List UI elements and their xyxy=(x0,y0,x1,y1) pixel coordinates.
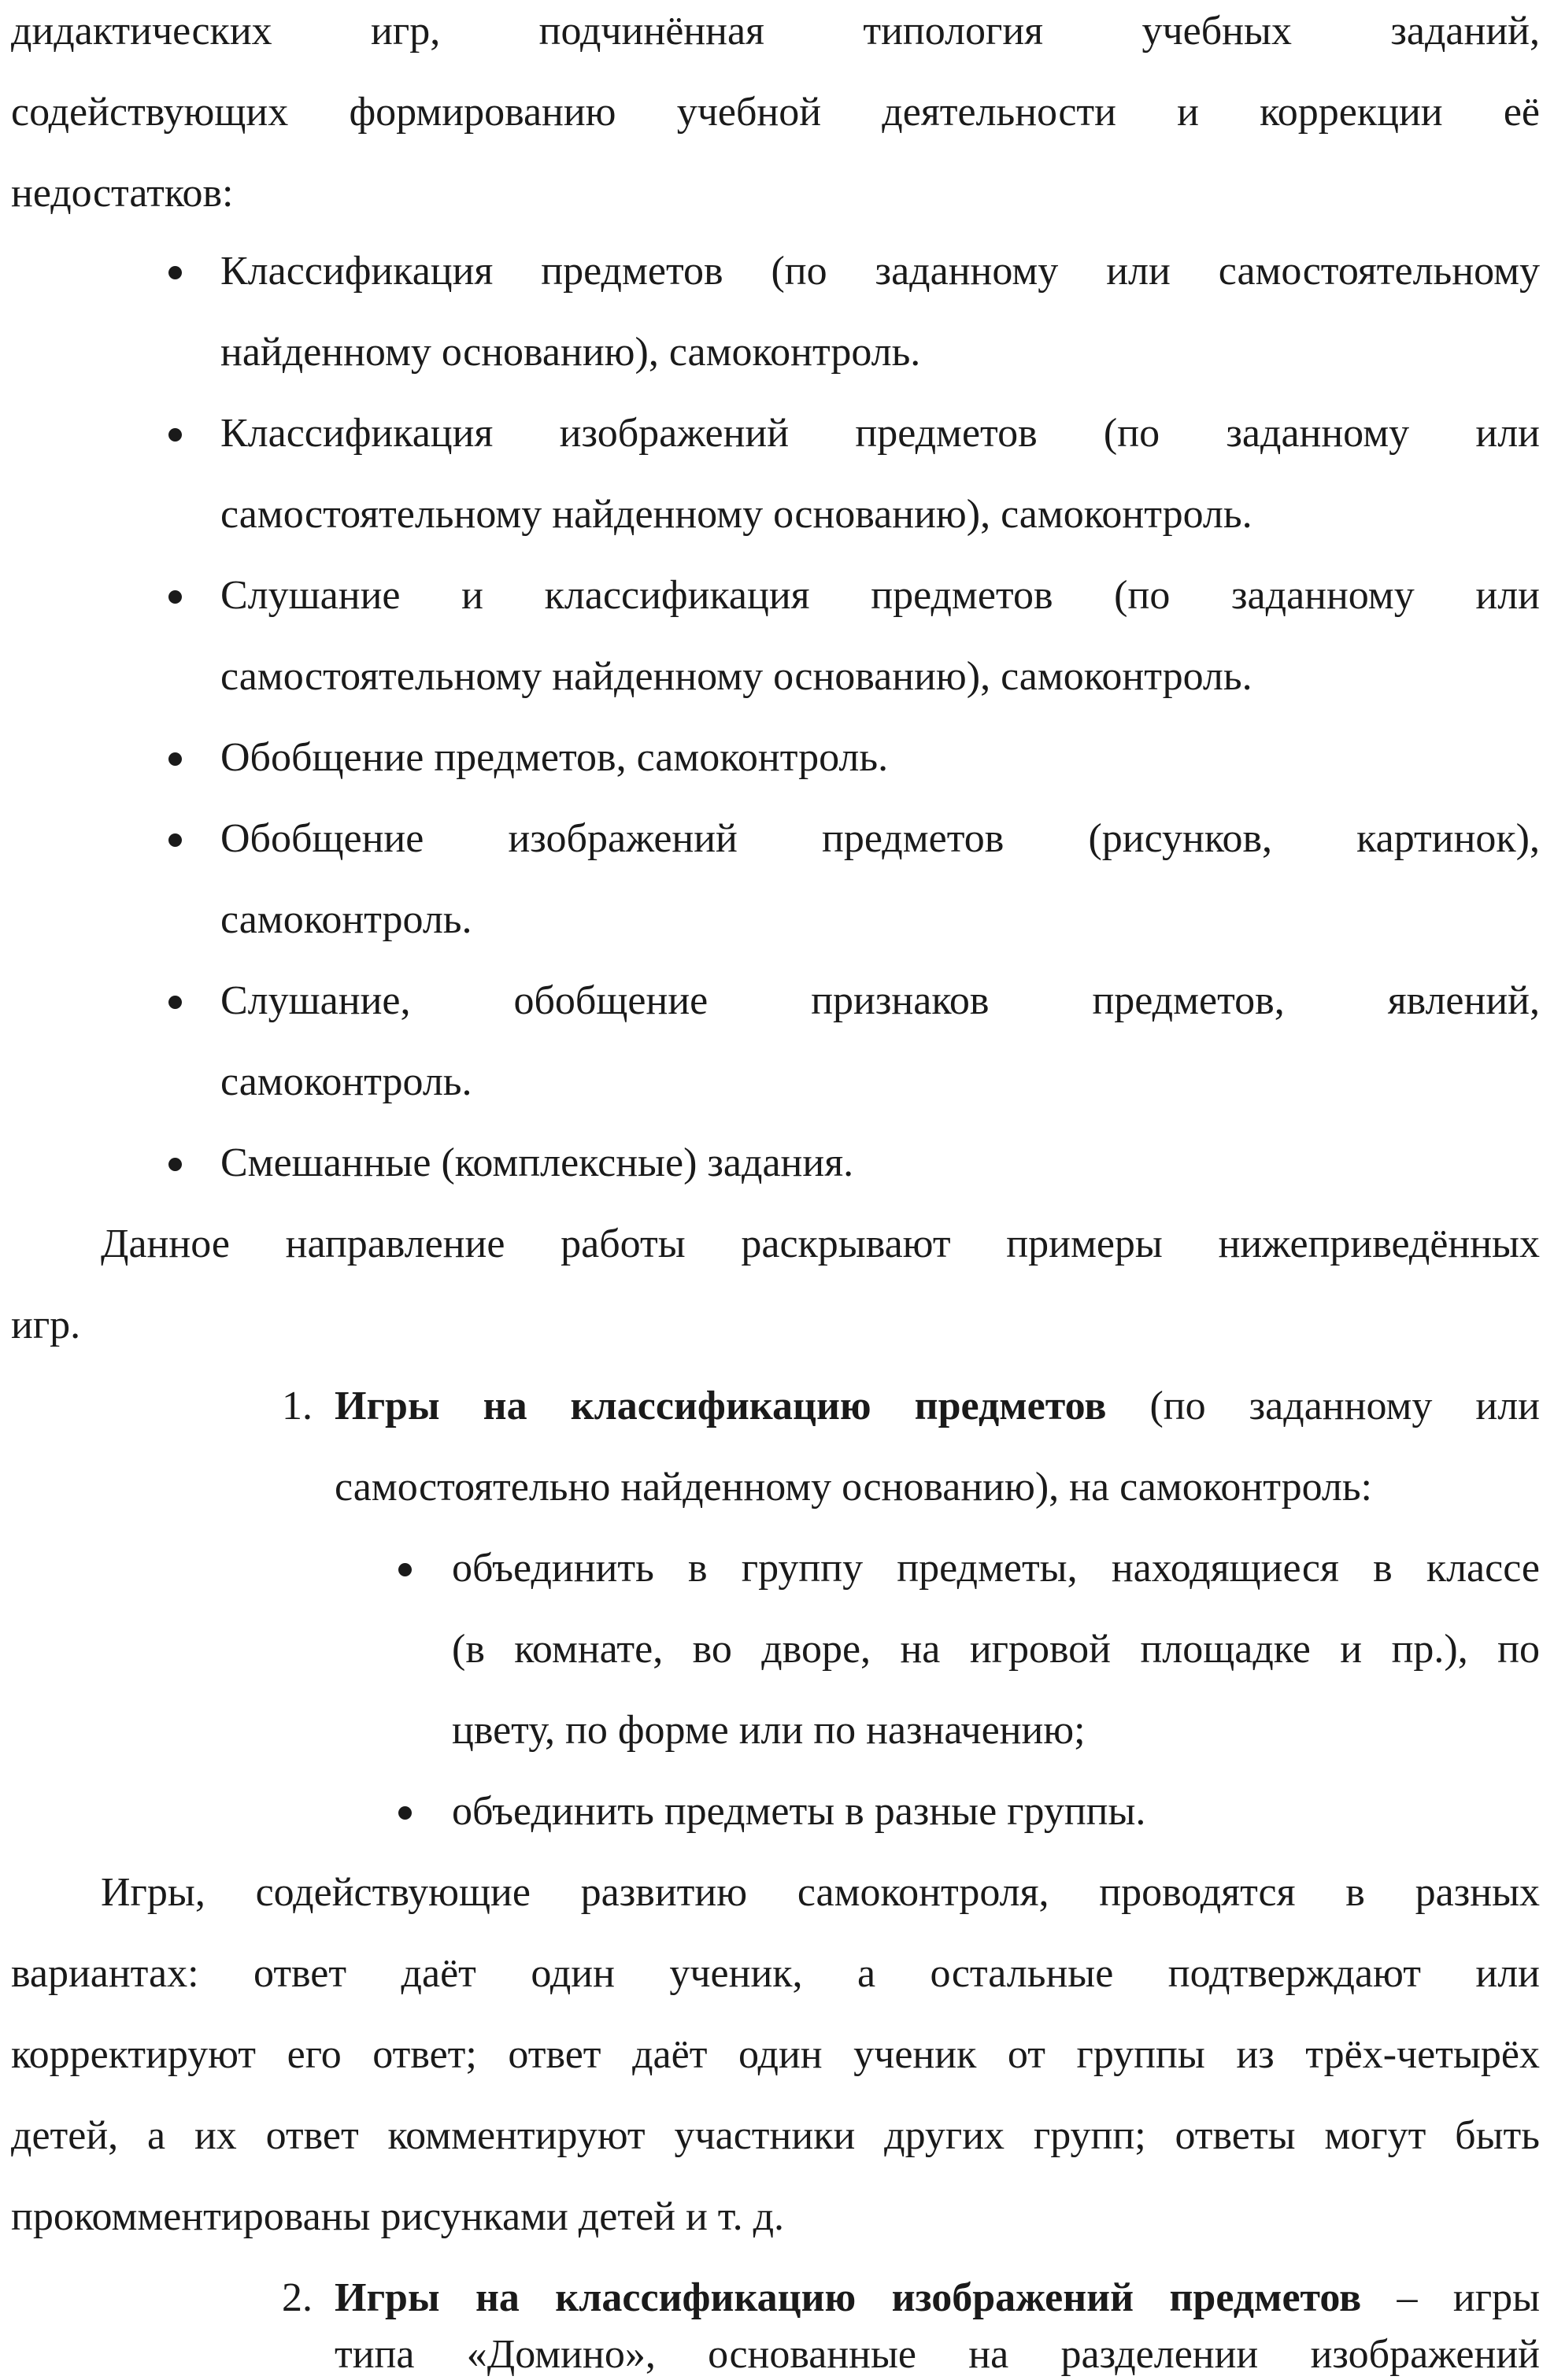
bullet-icon xyxy=(168,1158,182,1171)
item-1-title: Игры на классификацию предметов xyxy=(335,1384,1107,1428)
item-2-title: Игры на классификацию изображений предметов xyxy=(335,2275,1362,2320)
paragraph-2-line-2: вариантах: ответ даёт один ученик, а остальные подтверждают или xyxy=(11,1951,1540,1996)
sub-list-item-line-1: объединить предметы в разные группы. xyxy=(452,1789,1146,1834)
list-item-line-1: Смешанные (комплексные) задания. xyxy=(220,1140,854,1185)
item-2-line-1-rest: – игры xyxy=(1397,2275,1540,2320)
bullet-icon xyxy=(168,266,182,279)
bullet-icon xyxy=(168,590,182,604)
list-item-line-2: самоконтроль. xyxy=(220,1059,472,1104)
list-item-line-1: Классификация изображений предметов (по заданному или xyxy=(220,411,1540,456)
bullet-icon xyxy=(168,428,182,442)
list-item-line-2: найденному основанию), самоконтроль. xyxy=(220,330,921,375)
bullet-icon xyxy=(168,833,182,847)
sub-list-item-line-3: цвету, по форме или по назначению; xyxy=(452,1708,1086,1753)
list-item-line-1: Слушание и классификация предметов (по заданному или xyxy=(220,573,1540,618)
paragraph-2-line-4: детей, а их ответ комментируют участники других групп; ответы могут быть xyxy=(11,2113,1540,2158)
bullet-icon xyxy=(168,996,182,1009)
item-1-line-2: самостоятельно найденному основанию), на самоконтроль: xyxy=(335,1465,1373,1510)
bullet-icon xyxy=(398,1806,412,1820)
item-1-line-1 xyxy=(335,1383,1540,1430)
paragraph-2-line-3: корректируют его ответ; ответ даёт один ученик от группы из трёх-четырёх xyxy=(11,2032,1540,2077)
bullet-icon xyxy=(398,1563,412,1576)
list-item-line-2: самостоятельному найденному основанию), самоконтроль. xyxy=(220,654,1252,699)
intro-line-1: дидактических игр, подчинённая типология учебных заданий, xyxy=(11,9,1540,54)
list-item-line-1: Обобщение изображений предметов (рисунков, картинок), xyxy=(220,816,1540,861)
item-1-line-1-rest: (по заданному или xyxy=(1149,1384,1541,1428)
sub-list-item-line-2: (в комнате, во дворе, на игровой площадке и пр.), по xyxy=(452,1627,1540,1672)
item-2-line-1 xyxy=(335,2275,1540,2322)
list-item-line-1: Обобщение предметов, самоконтроль. xyxy=(220,735,889,780)
bullet-icon xyxy=(168,752,182,766)
list-item-line-2: самостоятельному найденному основанию), самоконтроль. xyxy=(220,492,1252,537)
paragraph-2-line-5: прокомментированы рисунками детей и т. д. xyxy=(11,2194,785,2239)
intro-line-2: содействующих формированию учебной деятельности и коррекции её xyxy=(11,90,1540,135)
list-item-line-2: самоконтроль. xyxy=(220,897,472,942)
item-number: 1. xyxy=(282,1384,313,1428)
item-2-line-2: типа «Домино», основанные на разделении изображений xyxy=(335,2332,1540,2377)
list-item-line-1: Слушание, обобщение признаков предметов, явлений, xyxy=(220,978,1540,1023)
list-item-line-1: Классификация предметов (по заданному или самостоятельному xyxy=(220,249,1540,294)
paragraph-1-line-1: Данное направление работы раскрывают примеры нижеприведённых xyxy=(101,1221,1540,1266)
paragraph-2-line-1: Игры, содействующие развитию самоконтроля, проводятся в разных xyxy=(101,1870,1540,1915)
sub-list-item-line-1: объединить в группу предметы, находящиеся в классе xyxy=(452,1546,1540,1591)
paragraph-1-line-2: игр. xyxy=(11,1303,81,1347)
item-number: 2. xyxy=(282,2275,313,2320)
intro-line-3: недостатков: xyxy=(11,171,234,216)
